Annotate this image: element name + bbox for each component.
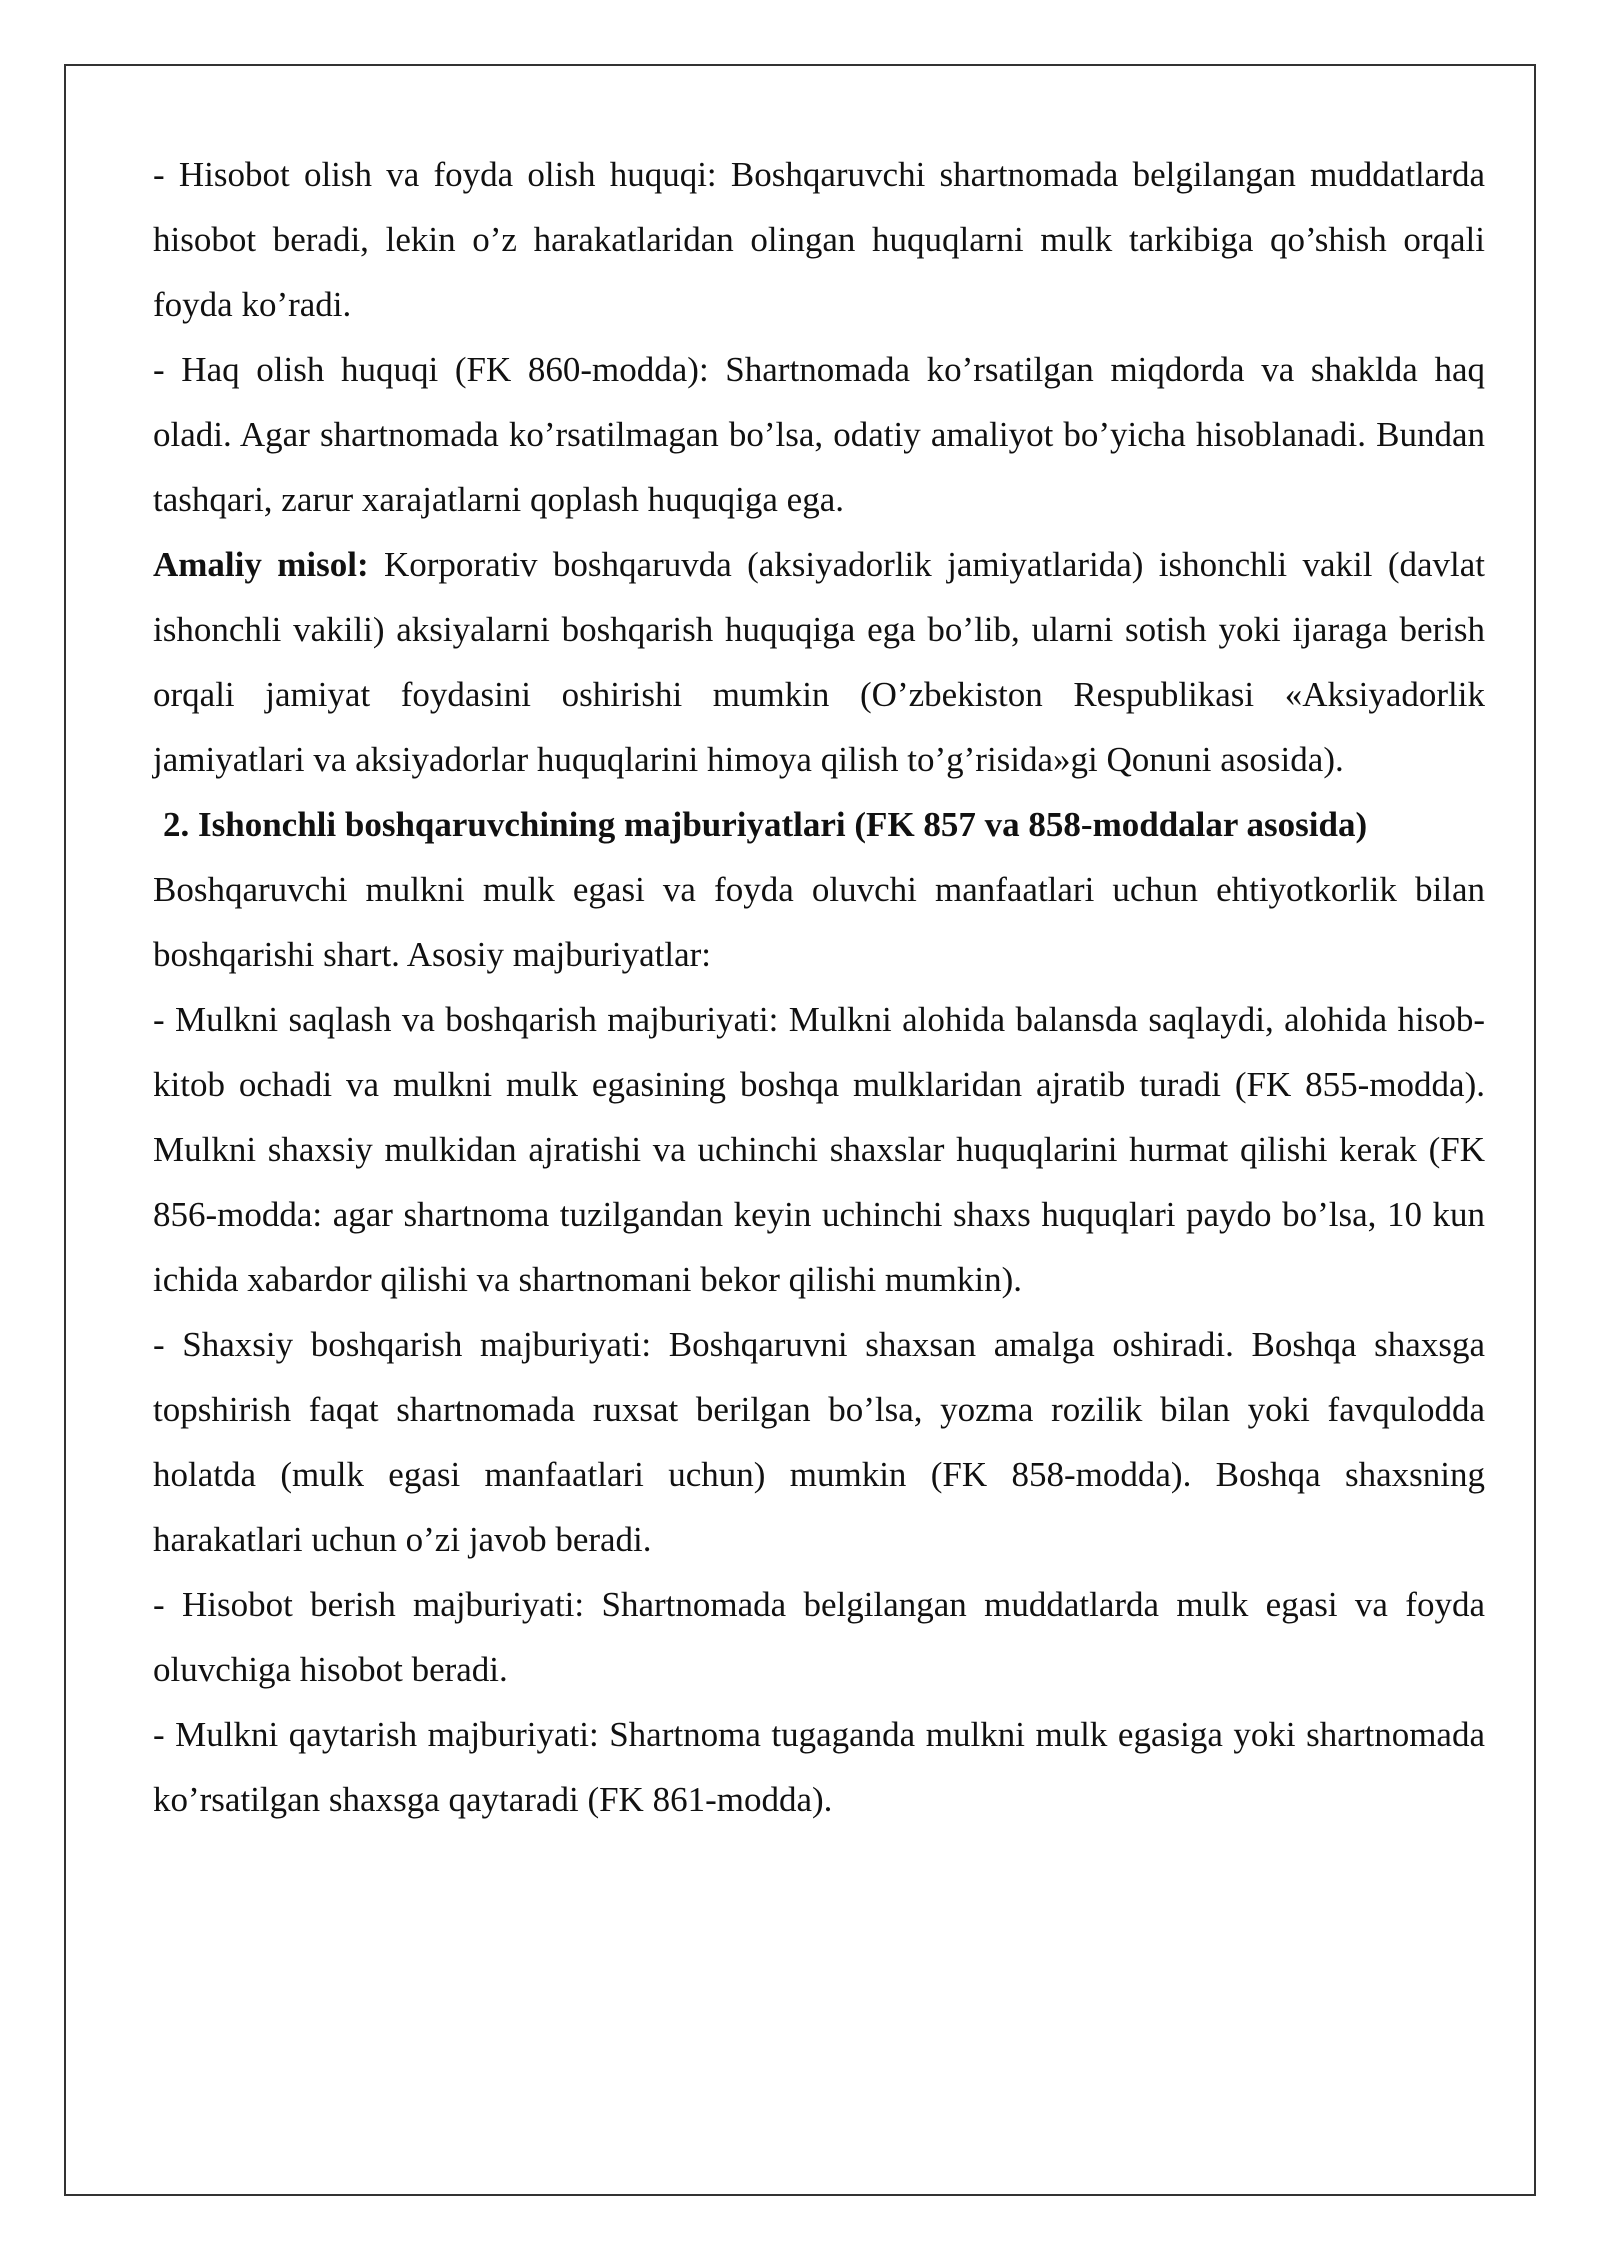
section-heading-obligations: 2. Ishonchli boshqaruvchining majburiyatlari (FK 857 va 858-moddalar asosida) (163, 805, 1368, 844)
paragraph-reporting-obligation: - Hisobot berish majburiyati: Shartnomada belgilangan muddatlarda mulk egasi va foyda oluvchiga hisobot beradi. (153, 1585, 1485, 1689)
paragraph-practical-example (153, 532, 1485, 792)
practical-example-text: Korporativ boshqaruvda (aksiyadorlik jamiyatlarida) ishonchli vakil (davlat ishonchli vakili) aksiyalarni boshqarish huquqiga ega bo’lib, ularni sotish yoki ijaraga berish orqali jamiyat foydasini oshirishi mumkin (O’zbekiston Respublikasi «Aksiyadorlik jamiyatlari va aksiyadorlar huquqlarini himoya qilish to’g’risida»gi Qonuni asosida). (153, 545, 1485, 779)
paragraph-preservation-obligation: - Mulkni saqlash va boshqarish majburiyati: Mulkni alohida balansda saqlaydi, alohida hisob-kitob ochadi va mulkni mulk egasining boshqa mulklaridan ajratib turadi (FK 855-modda). Mulkni shaxsiy mulkidan ajratishi va uchinchi shaxslar huquqlarini hurmat qilishi kerak (FK 856-modda: agar shartnoma tuzilgandan keyin uchinchi shaxs huquqlari paydo bo’lsa, 10 kun ichida xabardor qilishi va shartnomani bekor qilishi mumkin). (153, 1000, 1485, 1299)
paragraph-obligations-intro: Boshqaruvchi mulkni mulk egasi va foyda oluvchi manfaatlari uchun ehtiyotkorlik bilan boshqarishi shart. Asosiy majburiyatlar: (153, 870, 1485, 974)
paragraph-fee-right: - Haq olish huquqi (FK 860-modda): Shartnomada ko’rsatilgan miqdorda va shaklda haq oladi. Agar shartnomada ko’rsatilmagan bo’lsa, odatiy amaliyot bo’yicha hisoblanadi. Bundan tashqari, zarur xarajatlarni qoplash huquqiga ega. (153, 350, 1485, 519)
paragraph-reporting-right: - Hisobot olish va foyda olish huquqi: Boshqaruvchi shartnomada belgilangan muddatlarda hisobot beradi, lekin o’z harakatlaridan olingan huquqlarni mulk tarkibiga qo’shish orqali foyda ko’radi. (153, 155, 1485, 324)
paragraph-personal-management-obligation: - Shaxsiy boshqarish majburiyati: Boshqaruvni shaxsan amalga oshiradi. Boshqa shaxsga topshirish faqat shartnomada ruxsat berilgan bo’lsa, yozma rozilik bilan yoki favqulodda holatda (mulk egasi manfaatlari uchun) mumkin (FK 858-modda). Boshqa shaxsning harakatlari uchun o’zi javob beradi. (153, 1325, 1485, 1559)
document-body (153, 142, 1485, 1832)
paragraph-return-obligation: - Mulkni qaytarish majburiyati: Shartnoma tugaganda mulkni mulk egasiga yoki shartnomada ko’rsatilgan shaxsga qaytaradi (FK 861-modda). (153, 1715, 1485, 1819)
practical-example-label: Amaliy misol: (153, 545, 369, 584)
